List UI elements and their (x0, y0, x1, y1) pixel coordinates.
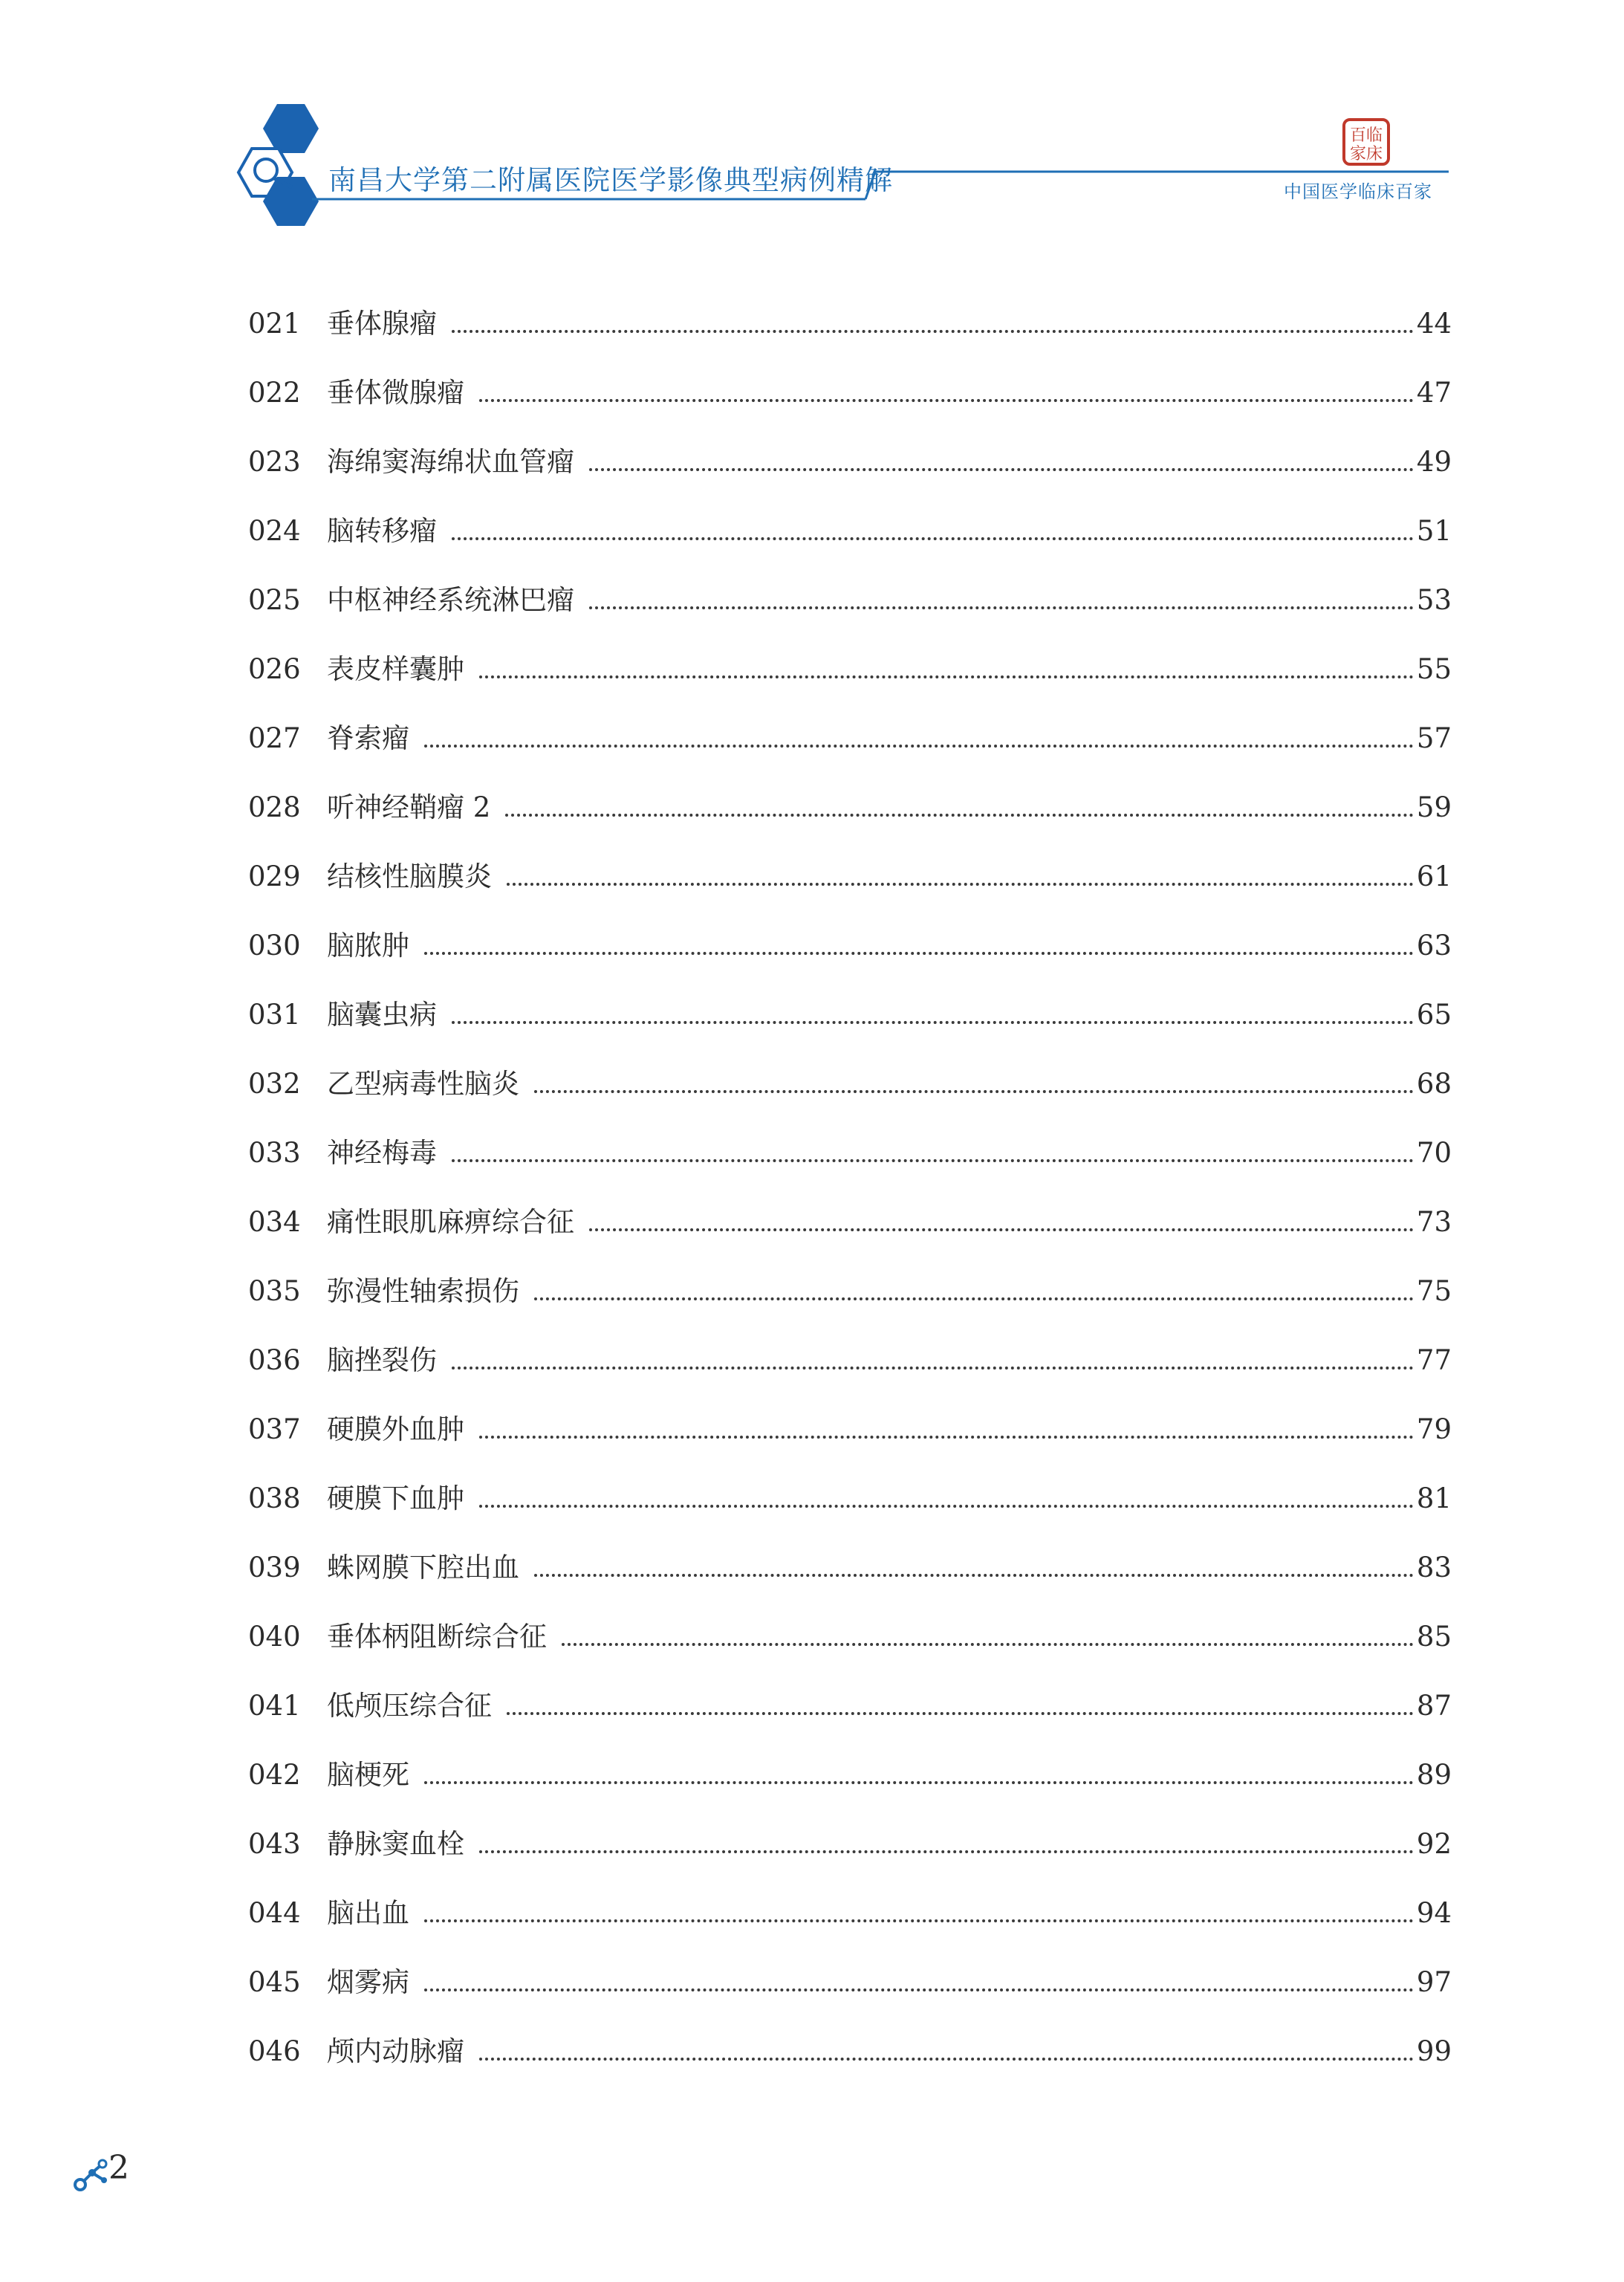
series-name: 中国医学临床百家 (1284, 181, 1432, 202)
dot-leader (452, 537, 1414, 540)
toc-entry[interactable] (248, 2029, 1452, 2098)
toc-entry-page: 61 (1416, 860, 1452, 892)
toc-entry-number: 030 (248, 930, 301, 962)
toc-entry-number: 029 (248, 860, 301, 892)
toc-entry-title: 烟雾病 (327, 1966, 409, 1998)
dot-leader (452, 1367, 1414, 1369)
toc-entry[interactable] (248, 1683, 1452, 1752)
toc-entry-title: 听神经鞘瘤 2 (327, 791, 491, 823)
toc-entry-number: 038 (248, 1482, 301, 1514)
svg-text:家床: 家床 (1349, 145, 1383, 163)
dot-leader (589, 468, 1414, 471)
toc-entry-title: 表皮样囊肿 (327, 653, 464, 685)
toc-entry-number: 025 (248, 584, 301, 616)
seal-logo-icon (1342, 117, 1391, 166)
toc-entry-number: 036 (248, 1344, 301, 1376)
page-number: 2 (108, 2149, 129, 2187)
toc-entry-page: 55 (1416, 653, 1452, 685)
toc-entry-page: 57 (1416, 722, 1452, 754)
toc-entry[interactable] (248, 1476, 1452, 1545)
toc-entry-title: 垂体腺瘤 (327, 308, 437, 340)
toc-entry-page: 97 (1416, 1966, 1452, 1998)
toc-entry-page: 53 (1416, 584, 1452, 616)
toc-entry-number: 027 (248, 722, 301, 754)
toc-entry-number: 023 (248, 446, 301, 478)
toc-entry-number: 041 (248, 1690, 301, 1722)
toc-entry-title: 结核性脑膜炎 (327, 860, 492, 892)
toc-entry-title: 乙型病毒性脑炎 (327, 1068, 519, 1100)
svg-text:百临: 百临 (1349, 126, 1383, 145)
toc-entry-title: 蛛网膜下腔出血 (327, 1552, 519, 1584)
toc-entry-page: 92 (1416, 1828, 1452, 1860)
dot-leader (424, 1781, 1414, 1784)
toc-entry[interactable] (248, 1614, 1452, 1683)
toc-entry-page: 70 (1416, 1137, 1452, 1169)
toc-entry-title: 中枢神经系统淋巴瘤 (327, 584, 574, 616)
toc-entry-title: 脑挫裂伤 (327, 1344, 437, 1376)
toc-entry[interactable] (248, 992, 1452, 1061)
dot-leader (505, 814, 1414, 817)
toc-entry-number: 034 (248, 1206, 301, 1238)
toc-entry[interactable] (248, 370, 1452, 439)
toc-entry[interactable] (248, 716, 1452, 785)
toc-entry[interactable] (248, 577, 1452, 646)
toc-entry-number: 033 (248, 1137, 301, 1169)
toc-entry-page: 87 (1416, 1690, 1452, 1722)
dot-leader (562, 1643, 1414, 1646)
toc-entry-number: 039 (248, 1552, 301, 1584)
molecule-icon (73, 2156, 108, 2194)
dot-leader (534, 1574, 1414, 1577)
dot-leader (534, 1297, 1414, 1300)
toc-entry-page: 63 (1416, 930, 1452, 962)
toc-entry-number: 031 (248, 999, 301, 1031)
toc-entry[interactable] (248, 1545, 1452, 1614)
toc-entry-page: 65 (1416, 999, 1452, 1031)
toc-entry-number: 022 (248, 377, 301, 409)
toc-entry-title: 硬膜下血肿 (327, 1482, 464, 1514)
toc-entry-page: 79 (1416, 1413, 1452, 1445)
toc-entry-page: 83 (1416, 1552, 1452, 1584)
toc-entry[interactable] (248, 1821, 1452, 1890)
toc-entry[interactable] (248, 785, 1452, 854)
dot-leader (424, 952, 1414, 955)
dot-leader (424, 745, 1414, 748)
toc-entry-title: 弥漫性轴索损伤 (327, 1275, 519, 1307)
toc-entry-number: 040 (248, 1621, 301, 1653)
toc-entry-page: 81 (1416, 1482, 1452, 1514)
toc-entry-title: 静脉窦血栓 (327, 1828, 464, 1860)
toc-entry-title: 垂体柄阻断综合征 (327, 1621, 547, 1653)
page-header (0, 0, 1624, 238)
dot-leader (479, 675, 1414, 678)
toc-entry-page: 44 (1416, 308, 1452, 340)
toc-entry-number: 032 (248, 1068, 301, 1100)
toc-entry-page: 73 (1416, 1206, 1452, 1238)
toc-entry-title: 脑囊虫病 (327, 999, 437, 1031)
dot-leader (589, 1228, 1414, 1231)
toc-entry[interactable] (248, 923, 1452, 992)
dot-leader (452, 1159, 1414, 1162)
toc-entry-number: 037 (248, 1413, 301, 1445)
toc-entry[interactable] (248, 1752, 1452, 1821)
toc-entry-number: 035 (248, 1275, 301, 1307)
toc-entry-number: 024 (248, 515, 301, 547)
toc-entry-title: 脑出血 (327, 1897, 409, 1929)
toc-entry[interactable] (248, 508, 1452, 577)
dot-leader (479, 2058, 1414, 2061)
toc-entry[interactable] (248, 301, 1452, 370)
toc-entry-page: 68 (1416, 1068, 1452, 1100)
toc-entry-number: 028 (248, 791, 301, 823)
toc-entry[interactable] (248, 1890, 1452, 1960)
dot-leader (479, 1436, 1414, 1439)
toc-entry-number: 021 (248, 308, 301, 340)
toc-entry-title: 脑转移瘤 (327, 515, 437, 547)
dot-leader (479, 1505, 1414, 1508)
dot-leader (479, 399, 1414, 402)
table-of-contents (248, 301, 1452, 2098)
toc-entry[interactable] (248, 646, 1452, 716)
toc-entry[interactable] (248, 1960, 1452, 2029)
toc-entry-page: 59 (1416, 791, 1452, 823)
toc-entry-number: 042 (248, 1759, 301, 1791)
dot-leader (507, 883, 1414, 886)
dot-leader (452, 330, 1414, 333)
toc-entry-number: 046 (248, 2035, 301, 2067)
toc-entry-title: 颅内动脉瘤 (327, 2035, 464, 2067)
toc-entry-page: 94 (1416, 1897, 1452, 1929)
dot-leader (589, 606, 1414, 609)
toc-entry[interactable] (248, 1130, 1452, 1199)
dot-leader (424, 1988, 1414, 1991)
book-title: 南昌大学第二附属医院医学影像典型病例精解 (328, 164, 893, 196)
toc-entry-title: 垂体微腺瘤 (327, 377, 464, 409)
toc-entry-page: 85 (1416, 1621, 1452, 1653)
toc-entry[interactable] (248, 854, 1452, 923)
toc-entry[interactable] (248, 1061, 1452, 1130)
toc-entry-title: 海绵窦海绵状血管瘤 (327, 446, 574, 478)
toc-entry[interactable] (248, 1338, 1452, 1407)
dot-leader (424, 1919, 1414, 1922)
toc-entry[interactable] (248, 439, 1452, 508)
toc-entry-title: 脑脓肿 (327, 930, 409, 962)
toc-entry[interactable] (248, 1407, 1452, 1476)
toc-entry-page: 99 (1416, 2035, 1452, 2067)
toc-entry-title: 脑梗死 (327, 1759, 409, 1791)
toc-entry-number: 026 (248, 653, 301, 685)
toc-entry-page: 89 (1416, 1759, 1452, 1791)
dot-leader (452, 1021, 1414, 1024)
toc-entry-page: 77 (1416, 1344, 1452, 1376)
toc-entry-title: 神经梅毒 (327, 1137, 437, 1169)
toc-entry-title: 硬膜外血肿 (327, 1413, 464, 1445)
dot-leader (507, 1712, 1414, 1715)
toc-entry-title: 痛性眼肌麻痹综合征 (327, 1206, 574, 1238)
toc-entry[interactable] (248, 1268, 1452, 1338)
dot-leader (479, 1850, 1414, 1853)
toc-entry-title: 低颅压综合征 (327, 1690, 492, 1722)
toc-entry-number: 043 (248, 1828, 301, 1860)
toc-entry[interactable] (248, 1199, 1452, 1268)
dot-leader (534, 1090, 1414, 1093)
toc-entry-title: 脊索瘤 (327, 722, 409, 754)
toc-entry-number: 045 (248, 1966, 301, 1998)
toc-entry-number: 044 (248, 1897, 301, 1929)
toc-entry-page: 75 (1416, 1275, 1452, 1307)
toc-entry-page: 47 (1416, 377, 1452, 409)
toc-entry-page: 49 (1416, 446, 1452, 478)
toc-entry-page: 51 (1416, 515, 1452, 547)
